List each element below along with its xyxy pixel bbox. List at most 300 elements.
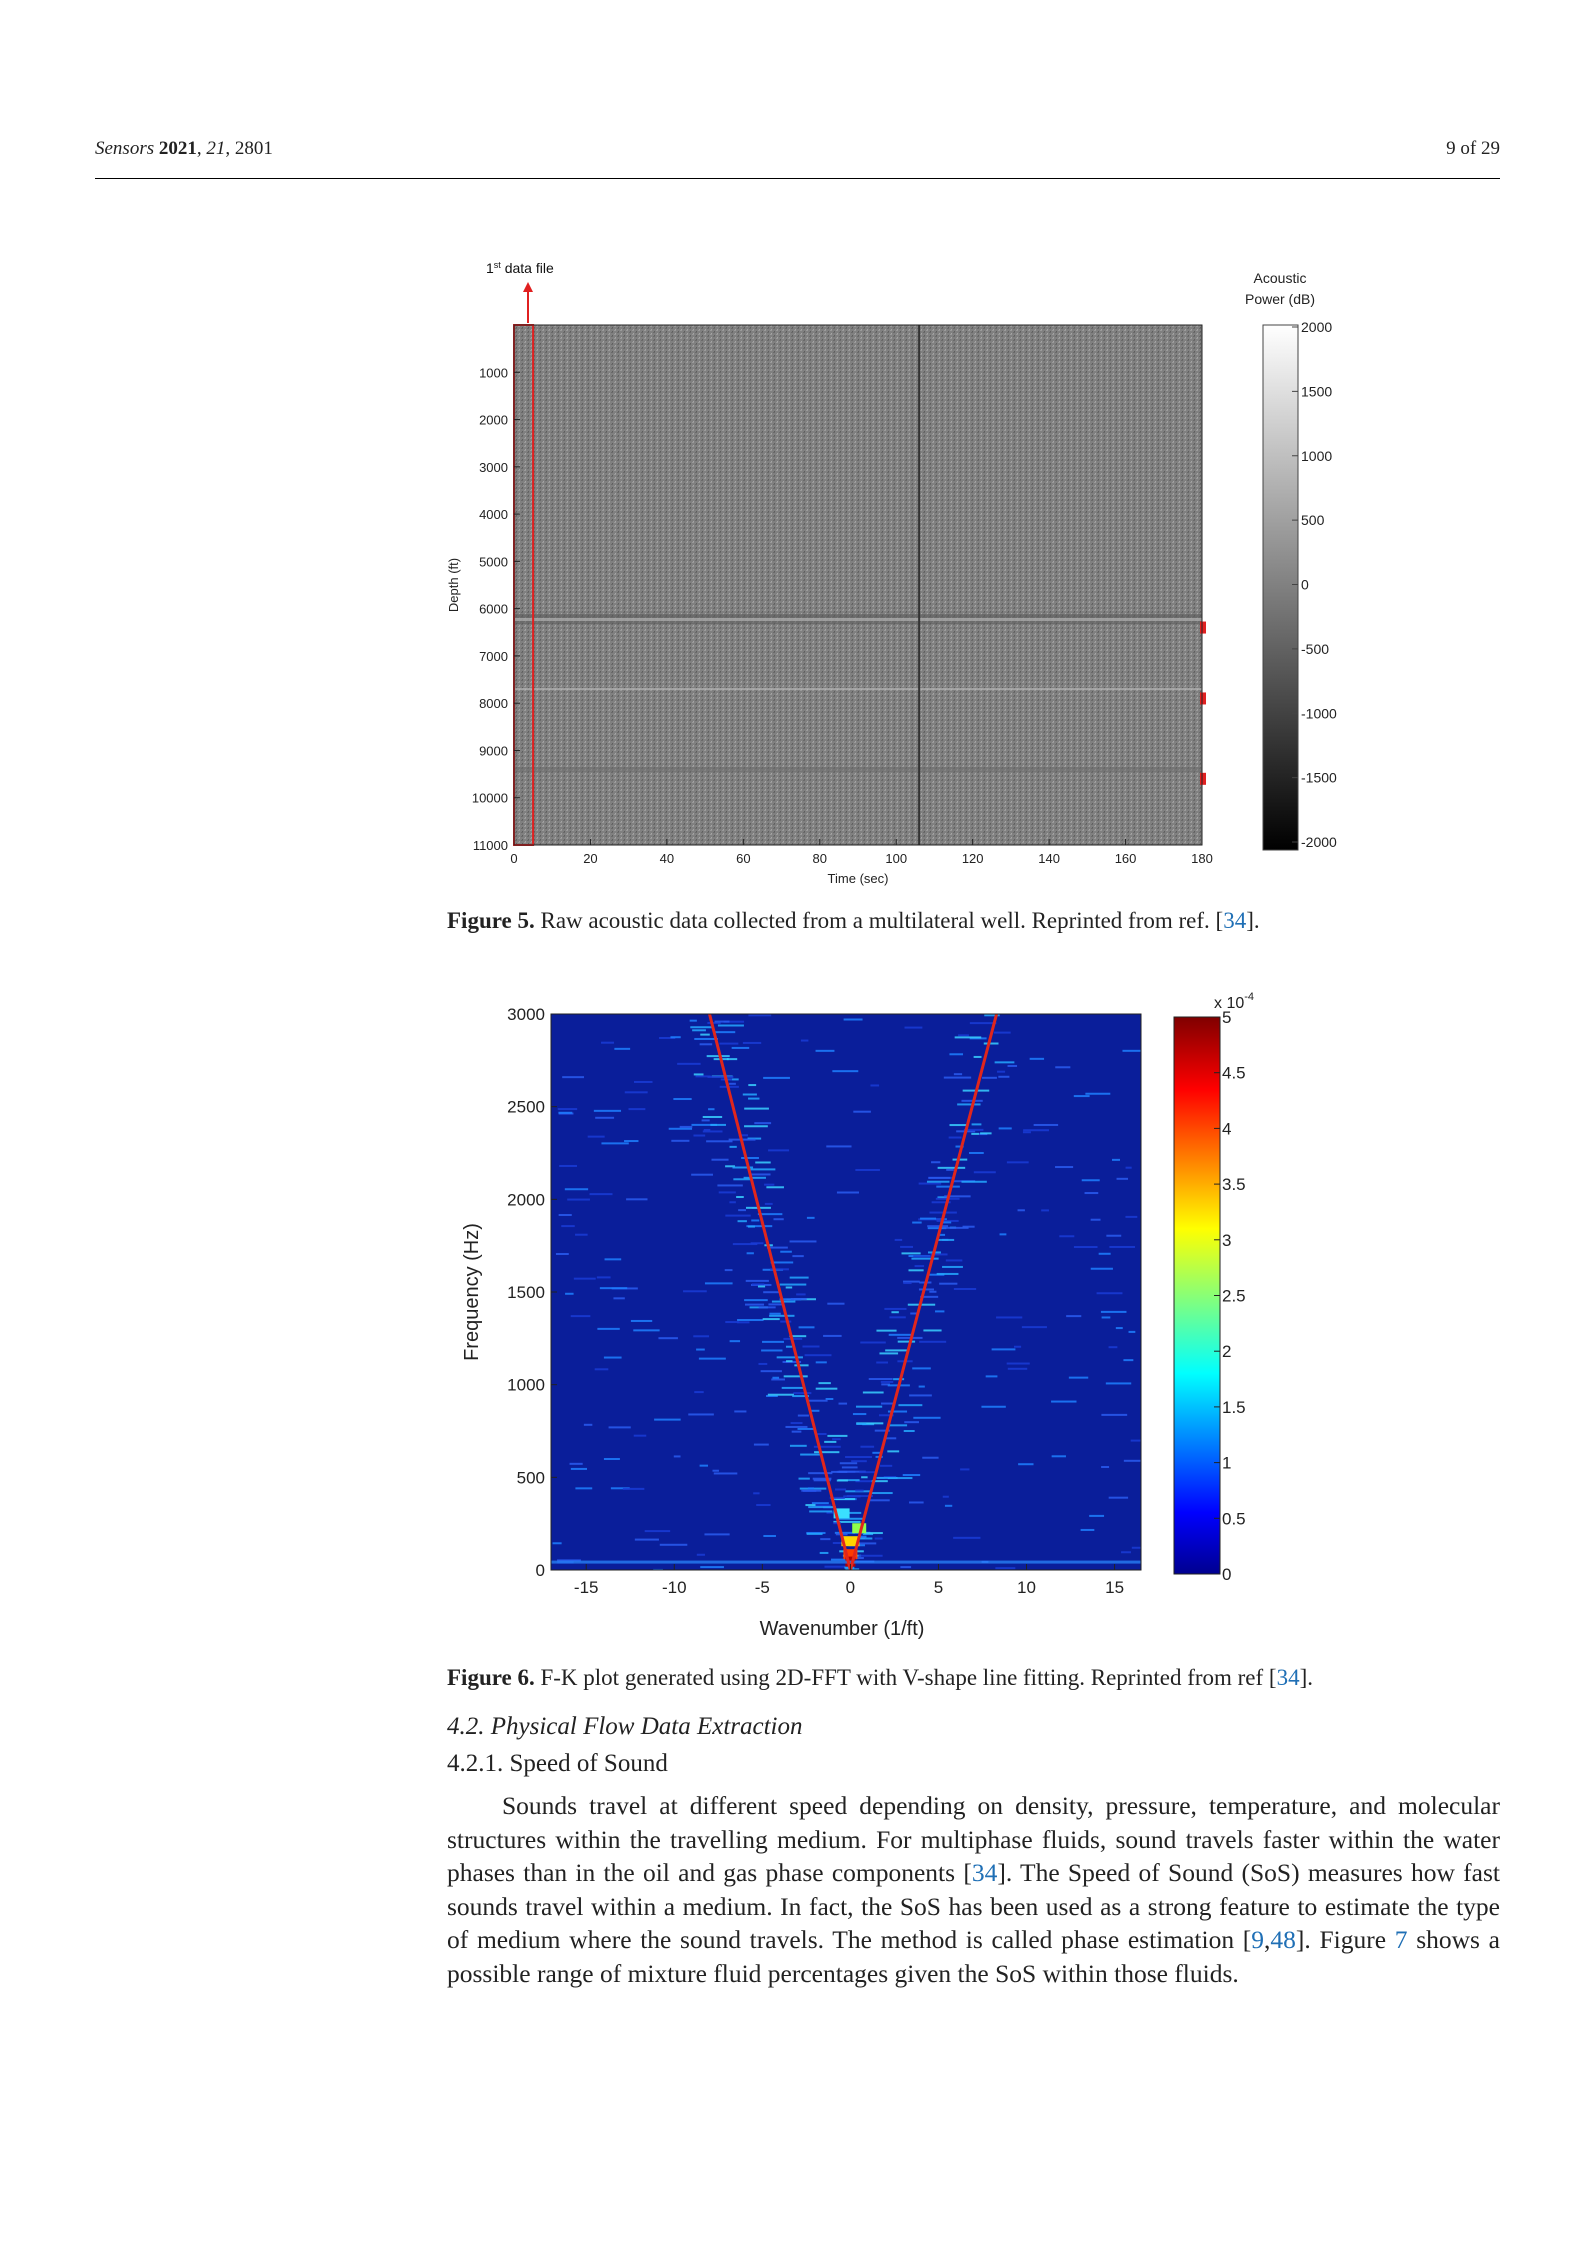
fig6-spectrum-streak <box>1091 1219 1101 1221</box>
fig6-spectrum-streak <box>927 1181 949 1183</box>
fig6-caption-text: F-K plot generated using 2D-FFT with V-shape line fitting. Reprinted from ref [ <box>540 1665 1277 1690</box>
fig6-spectrum-streak <box>958 1034 969 1036</box>
fig6-spectrum-streak <box>595 1368 609 1370</box>
fig6-spectrum-streak <box>842 1466 858 1468</box>
fig5-x-label: Time (sec) <box>827 871 889 886</box>
fig6-spectrum-streak <box>798 1415 809 1417</box>
fig6-spectrum-streak <box>559 1165 577 1167</box>
fig6-spectrum-streak <box>1074 1095 1090 1097</box>
fig6-spectrum-streak <box>594 1110 621 1112</box>
fig6-spectrum-streak <box>567 1199 590 1201</box>
fig6-spectrum-streak <box>702 1119 710 1121</box>
page-number: 9 of 29 <box>1446 138 1500 159</box>
fig6-spectrum-streak <box>832 1070 858 1072</box>
fig6-spectrum-streak <box>688 1413 714 1415</box>
fig6-spectrum-streak <box>913 1255 931 1257</box>
fig6-spectrum-streak <box>575 1234 588 1236</box>
figure-link[interactable]: 7 <box>1394 1925 1408 1955</box>
fig6-spectrum-streak <box>782 1387 804 1389</box>
fig6-spectrum-streak <box>745 1304 764 1306</box>
fig6-spectrum-streak <box>869 1378 893 1380</box>
fig6-spectrum-streak <box>658 1337 677 1339</box>
fig6-spectrum-streak <box>816 1388 838 1390</box>
fig6-spectrum-streak <box>769 1313 780 1315</box>
fig6-spectrum-streak <box>633 1329 659 1331</box>
fig6-spectrum-streak <box>1085 1192 1099 1194</box>
fig6-spectrum-streak <box>743 1042 761 1044</box>
fig6-spectrum-streak <box>744 1125 768 1127</box>
fig6-spectrum-streak <box>762 1341 784 1343</box>
fig6-spectrum-streak <box>790 1277 809 1279</box>
fig6-spectrum-streak <box>1034 1124 1058 1126</box>
fig6-spectrum-streak <box>707 1055 730 1057</box>
fig6-x-tick-label: 5 <box>933 1578 944 1597</box>
fig6-spectrum-streak <box>718 1025 744 1027</box>
fig6-spectrum-streak <box>889 1316 905 1318</box>
fig6-spectrum-streak <box>1106 1235 1121 1237</box>
fig6-spectrum-streak <box>881 1381 893 1383</box>
section-title: 4.2. Physical Flow Data Extraction <box>447 1713 803 1740</box>
fig5-colorbar-tick-label: 500 <box>1301 512 1325 529</box>
fig6-spectrum-streak <box>556 1253 569 1255</box>
fig6-spectrum-streak <box>565 1188 588 1190</box>
fig5-y-tick-label: 8000 <box>479 696 508 712</box>
fig6-caption-ref[interactable]: 34 <box>1276 1665 1300 1690</box>
fig6-spectrum-streak <box>700 1034 710 1036</box>
fig6-spectrum-streak <box>792 1255 803 1257</box>
fig6-spectrum-streak <box>729 1083 736 1085</box>
fig5-x-tick-label: 140 <box>1038 851 1060 866</box>
fig6-spectrum-streak <box>748 1014 771 1016</box>
fig6-spectrum-streak <box>814 1451 839 1453</box>
fig6-spectrum-streak <box>773 1218 783 1220</box>
fig5-colorbar-tick-label: 2000 <box>1301 319 1333 335</box>
fig6-spectrum-streak <box>751 1242 764 1244</box>
fig6-spectrum-streak <box>855 1490 863 1492</box>
fig6-spectrum-streak <box>706 1140 732 1142</box>
fig6-spectrum-streak <box>1082 1179 1100 1181</box>
fig6-spectrum-streak <box>802 1346 819 1348</box>
fig6-spectrum-streak <box>1123 1359 1133 1361</box>
fig6-spectrum-streak <box>943 1496 949 1498</box>
fig6-spectrum-streak <box>992 1348 1016 1350</box>
fig6-spectrum-streak <box>561 1225 574 1227</box>
fig6-spectrum-streak <box>690 1020 697 1022</box>
fig6-spectrum-streak <box>1101 1311 1127 1313</box>
fig6-spectrum-streak <box>837 1192 859 1194</box>
fig6-spectrum-streak <box>1121 1551 1131 1553</box>
fig6-spectrum-streak <box>717 1184 742 1186</box>
body-paragraph: Sounds travel at different speed depending on density, pressure, temperature, and molecular structures within the travelling medium. For multiphase fluids, sound travels faster within the water phases than in the oil and gas phase components [34]. The Speed of Sound (SoS) measures how fast sounds travel within a medium. In fact, the SoS has been used as a strong feature to estimate the type of medium where the sound travels. The method is called phase estimation [9,48]. Figure 7 shows a possible range of mixture fluid percentages given the SoS within those fluids. <box>447 1791 1500 1988</box>
header-rule <box>95 178 1500 179</box>
fig6-spectrum-streak <box>845 1456 872 1458</box>
fig6-spectrum-streak <box>1126 1167 1132 1169</box>
fig6-y-tick-label: 500 <box>516 1468 545 1488</box>
fig5-y-tick-label: 10000 <box>471 790 508 806</box>
fig6-spectrum-streak <box>1055 1066 1070 1068</box>
fig6-y-label: Frequency (Hz) <box>461 1223 483 1361</box>
fig6-spectrum-streak <box>609 1426 631 1428</box>
fig6-spectrum-streak <box>1081 1529 1095 1531</box>
fig6-y-ticks <box>507 1005 557 1580</box>
fig6-spectrum-streak <box>786 1286 792 1288</box>
fig6-spectrum-streak <box>982 1077 997 1079</box>
fig6-spectrum-streak <box>729 1201 735 1203</box>
fig6-spectrum-streak <box>806 1400 827 1402</box>
fig6-spectrum-streak <box>889 1334 912 1336</box>
fig5-depth-marker <box>1200 773 1206 785</box>
fig6-spectrum-streak <box>786 1346 792 1348</box>
fig6-spectrum-streak <box>898 1404 922 1406</box>
fig6-spectrum-streak <box>998 1076 1009 1078</box>
fig6-spectrum-streak <box>680 1126 693 1128</box>
fig6-spectrum-streak <box>826 1398 834 1400</box>
fig6-spectrum-streak <box>860 1341 886 1343</box>
fig6-spectrum-streak <box>807 1217 815 1219</box>
fig6-spectrum-streak <box>801 1040 808 1042</box>
fig6-spectrum-streak <box>761 1370 782 1372</box>
fig6-spectrum-streak <box>950 1124 968 1126</box>
fig5-noise-band <box>514 767 1202 772</box>
fig5-colorbar-ticks <box>1292 319 1337 850</box>
fig6-spectrum-streak <box>715 1031 735 1033</box>
figure-5-caption: Figure 5. Raw acoustic data collected from a multilateral well. Reprinted from ref. [34]. <box>447 908 1260 933</box>
fig5-x-tick-label: 100 <box>885 851 908 866</box>
figure-6-caption: Figure 6. F-K plot generated using 2D-FFT with V-shape line fitting. Reprinted from ref [34]. <box>447 1665 1314 1690</box>
fig6-spectrum-streak <box>1117 1178 1128 1180</box>
fig6-spectrum-streak <box>595 1117 614 1119</box>
fig6-spectrum-streak <box>725 1215 750 1217</box>
fig6-spectrum-streak <box>780 1251 792 1253</box>
fig6-spectrum-streak <box>628 1108 645 1110</box>
fig6-spectrum-streak <box>1102 1316 1111 1318</box>
fig6-spectrum-streak <box>623 1488 644 1490</box>
fig6-spectrum-streak <box>693 1135 705 1137</box>
fig6-spectrum-streak <box>571 1315 591 1317</box>
fig6-spectrum-streak <box>876 1330 896 1332</box>
fig6-spectrum-streak <box>837 1480 848 1482</box>
fig6-spectrum-streak <box>818 1382 830 1384</box>
fig6-spectrum-streak <box>994 1032 1011 1034</box>
fig6-spectrum-streak <box>805 1354 832 1356</box>
fig6-spectrum-streak <box>949 1053 963 1055</box>
fig6-spectrum-streak <box>677 1063 700 1065</box>
fig6-spectrum-streak <box>919 1288 934 1290</box>
fig6-spectrum-streak <box>713 1470 719 1472</box>
fig6-spectrum-streak <box>974 1171 996 1173</box>
fig6-spectrum-streak <box>1069 1377 1088 1379</box>
fig6-spectrum-streak <box>764 1184 774 1186</box>
fig6-spectrum-streak <box>700 1566 724 1568</box>
fig6-spectrum-streak <box>808 1487 814 1489</box>
running-header: Sensors 2021, 21, 2801 <box>95 138 273 159</box>
fig6-spectrum-streak <box>730 1340 740 1342</box>
fig6-spectrum-streak <box>895 1239 902 1241</box>
fig6-spectrum-streak <box>625 1091 648 1093</box>
fig6-spectrum-streak <box>1059 1235 1074 1237</box>
fig5-annotation: 1st data file <box>486 260 554 276</box>
fig5-y-tick-label: 9000 <box>479 743 508 759</box>
fig6-spectrum-streak <box>584 1424 592 1426</box>
fig6-x-tick-label: -15 <box>573 1578 599 1597</box>
fig5-y-label: Depth (ft) <box>446 557 461 613</box>
fig6-spectrum-streak <box>691 1174 713 1176</box>
fig6-spectrum-streak <box>1014 1346 1021 1348</box>
fig6-spectrum-streak <box>859 1555 883 1557</box>
fig6-spectrum-streak <box>800 1454 820 1456</box>
fig6-spectrum-streak <box>758 1285 765 1287</box>
fig6-spectrum-streak <box>903 1282 911 1284</box>
fig6-spectrum-streak <box>711 1159 728 1161</box>
fig6-spectrum-streak <box>863 1391 884 1393</box>
fig6-spectrum-streak <box>727 1058 737 1060</box>
fig6-spectrum-streak <box>748 1084 756 1086</box>
fig6-spectrum-streak <box>1022 1326 1047 1328</box>
fig5-y-tick-label: 11000 <box>472 838 508 853</box>
fig6-spectrum-streak <box>771 1378 785 1380</box>
citation-link[interactable]: 9 <box>1251 1925 1265 1955</box>
fig6-x-tick-label: 15 <box>1105 1578 1125 1597</box>
fig5-colorbar-tick-label: 1000 <box>1301 447 1333 464</box>
fig6-spectrum-streak <box>844 1018 863 1020</box>
fig6-spectrum-streak <box>588 1136 605 1138</box>
fig6-spectrum-streak <box>597 1328 619 1330</box>
fig6-spectrum-streak <box>1125 1216 1137 1218</box>
fig6-spectrum-streak <box>558 1112 572 1114</box>
fig5-x-tick-label: 160 <box>1114 851 1137 866</box>
fig6-spectrum-streak <box>835 1488 846 1490</box>
journal-name: Sensors <box>95 138 155 159</box>
fig5-caption-ref[interactable]: 34 <box>1223 908 1247 933</box>
fig6-spectrum-streak <box>919 1386 925 1388</box>
fig6-spectrum-streak <box>995 1061 1015 1063</box>
fig6-spectrum-streak <box>816 1361 827 1363</box>
fig6-spectrum-streak <box>780 1284 807 1286</box>
fig6-spectrum-streak <box>1066 1315 1081 1317</box>
fig6-spectrum-streak <box>758 1363 767 1365</box>
fig6-spectrum-streak <box>923 1329 941 1331</box>
fig5-noise-band <box>514 688 1202 690</box>
fig6-spectrum-streak <box>768 1394 794 1396</box>
fig6-spectrum-streak <box>597 1276 611 1278</box>
fig6-spectrum-streak <box>565 1293 573 1295</box>
fig6-spectrum-streak <box>922 1457 938 1459</box>
fig6-colorbar-multiplier: x $10^{-4}$ <box>1214 991 1255 1012</box>
fig6-spectrum-streak <box>683 1290 707 1292</box>
fig6-spectrum-streak <box>693 1335 709 1337</box>
fig6-spectrum-streak <box>971 1133 979 1135</box>
fig5-y-tick-label: 4000 <box>479 507 508 523</box>
fig6-spectrum-streak <box>1091 1268 1113 1270</box>
fig5-caption-label: Figure 5. <box>447 908 535 933</box>
journal-volume: 21 <box>206 138 226 159</box>
fig5-colorbar-tick-label: -1500 <box>1301 769 1337 786</box>
fig5-y-tick-label: 7000 <box>479 648 508 664</box>
fig6-spectrum-streak <box>558 1108 577 1110</box>
fig6-spectrum-streak <box>853 1413 866 1415</box>
fig6-spectrum-streak <box>741 1157 759 1159</box>
fig6-spectrum-streak <box>870 1492 893 1494</box>
fig6-spectrum-streak <box>708 1108 714 1110</box>
fig6-spectrum-streak <box>884 1308 906 1310</box>
fig6-spectrum-streak <box>743 1094 757 1096</box>
fig6-spectrum-streak <box>703 1130 723 1132</box>
fig6-spectrum-streak <box>553 1542 562 1544</box>
fig6-spectrum-streak <box>860 1446 874 1448</box>
fig6-spectrum-streak <box>590 1193 613 1195</box>
fig6-spectrum-streak <box>953 1537 980 1539</box>
fig6-spectrum-streak <box>732 1047 750 1049</box>
fig6-spectrum-streak <box>746 1280 769 1282</box>
fig6-spectrum-streak <box>820 1552 829 1554</box>
fig6-spectrum-streak <box>984 1043 999 1045</box>
fig6-spectrum-streak <box>798 1428 814 1430</box>
fig5-x-tick-label: 40 <box>659 851 675 866</box>
fig6-x-tick-label: 10 <box>1017 1578 1036 1597</box>
fig6-spectrum-streak <box>1124 1460 1148 1462</box>
fig6-spectrum-streak <box>955 1036 982 1038</box>
fig6-spectrum-streak <box>604 1458 620 1460</box>
fig6-spectrum-streak <box>744 1108 769 1110</box>
fig6-spectrum-streak <box>851 1460 867 1462</box>
fig6-spectrum-streak <box>805 1504 815 1506</box>
fig6-spectrum-streak <box>1109 1346 1118 1348</box>
fig6-spectrum-streak <box>1007 1161 1029 1163</box>
fig6-spectrum-streak <box>600 1287 627 1289</box>
fig6-spectrum-streak <box>1116 1327 1123 1329</box>
fig5-arrow-head <box>523 282 533 292</box>
fig6-spectrum-streak <box>750 1168 775 1170</box>
fig6-spectrum-streak <box>752 1283 764 1285</box>
fig5-colorbar-title-1: Acoustic <box>1253 270 1307 286</box>
fig5-caption-text: Raw acoustic data collected from a multilateral well. Reprinted from ref. [ <box>540 908 1224 933</box>
fig5-x-tick-label: 20 <box>583 851 598 866</box>
fig6-spectrum-streak <box>808 1506 836 1508</box>
fig6-spectrum-streak <box>970 1022 997 1024</box>
fig6-spectrum-streak <box>939 1283 957 1285</box>
fig6-spectrum-streak <box>855 1169 880 1171</box>
fig6-spectrum-streak <box>763 1318 780 1320</box>
fig5-y-tick-label: 2000 <box>479 412 508 428</box>
fig6-spectrum-streak <box>696 1349 705 1351</box>
fig6-spectrum-streak <box>807 1533 823 1535</box>
fig6-spectrum-streak <box>997 1071 1005 1073</box>
fig6-spectrum-streak <box>827 1303 844 1305</box>
citation-link[interactable]: 34 <box>971 1858 998 1888</box>
fig6-spectrum-streak <box>856 1406 882 1408</box>
fig6-caption-label: Figure 6. <box>447 1665 535 1690</box>
fig6-spectrum-streak <box>748 1098 759 1100</box>
fig6-spectrum-streak <box>986 1375 998 1377</box>
fig6-spectrum-streak <box>571 1468 587 1470</box>
fig6-spectrum-streak <box>995 1567 1015 1569</box>
fig6-spectrum-streak <box>919 1183 942 1185</box>
fig6-spectrum-streak <box>772 1377 779 1379</box>
fig6-spectrum-streak <box>670 1036 680 1038</box>
citation-link[interactable]: 48 <box>1270 1925 1296 1955</box>
fig6-spectrum-streak <box>960 1468 969 1470</box>
fig6-spectrum-streak <box>1106 1382 1131 1384</box>
fig6-spectrum-streak <box>898 1341 915 1343</box>
fig6-spectrum-streak <box>920 1218 936 1220</box>
fig6-spectrum-streak <box>704 1533 729 1535</box>
fig6-spectrum-streak <box>870 1084 879 1086</box>
fig6-spectrum-streak <box>856 1423 866 1425</box>
fig5-colorbar-tick-label: -500 <box>1301 640 1330 657</box>
fig6-spectrum-streak <box>799 1326 815 1328</box>
fig6-x-tick-label: 0 <box>845 1578 856 1597</box>
fig6-spectrum-streak <box>1101 1466 1109 1468</box>
fig6-spectrum-streak <box>747 1252 754 1254</box>
fig6-spectrum-streak <box>751 1219 759 1221</box>
fig6-spectrum-streak <box>725 1269 733 1271</box>
fig6-spectrum-streak <box>798 1478 809 1480</box>
fig6-spectrum-streak <box>634 1435 647 1437</box>
fig6-spectrum-streak <box>700 1465 708 1467</box>
fig6-spectrum-streak <box>957 1103 980 1105</box>
fig6-spectrum-streak <box>750 1173 770 1175</box>
fig6-spectrum-streak <box>879 1352 898 1354</box>
fig6-spectrum-streak <box>768 1149 789 1151</box>
fig6-spectrum-streak <box>938 1167 966 1169</box>
fig5-x-tick-label: 180 <box>1191 851 1213 866</box>
fig6-spectrum-streak <box>794 1364 808 1366</box>
fig5-y-tick-label: 5000 <box>479 554 508 570</box>
fig5-y-ticks <box>472 365 520 853</box>
fig6-spectrum-streak <box>1000 1233 1007 1235</box>
fig6-y-tick-label: 1000 <box>507 1375 545 1395</box>
fig6-spectrum-streak <box>981 1406 1005 1408</box>
fig6-spectrum-streak <box>748 1226 755 1228</box>
fig6-spectrum-streak <box>1051 1401 1076 1403</box>
fig6-spectrum-streak <box>816 1050 835 1052</box>
fig6-plot-area <box>551 1014 1141 1570</box>
fig6-spectrum-streak <box>999 1127 1012 1129</box>
fig6-spectrum-streak <box>626 1198 647 1200</box>
fig6-spectrum-streak <box>1109 1246 1135 1248</box>
fig6-spectrum-streak <box>887 1450 899 1452</box>
fig5-colorbar-tick-label: 0 <box>1301 576 1309 593</box>
fig6-spectrum-streak <box>931 1161 940 1163</box>
fig5-colorbar-title-2: Power (dB) <box>1244 291 1316 307</box>
fig6-spectrum-streak <box>831 1471 847 1473</box>
fig6-spectrum-streak <box>765 1203 773 1205</box>
fig6-spectrum-streak <box>1074 1246 1098 1248</box>
fig6-spectrum-streak <box>605 1258 622 1260</box>
fig6-spectrum-streak <box>908 1269 923 1271</box>
fig6-spectrum-streak <box>1018 1463 1033 1465</box>
fig6-spectrum-streak <box>575 1487 592 1489</box>
fig6-spectrum-streak <box>604 1357 622 1359</box>
fig6-spectrum-streak <box>961 1181 986 1183</box>
fig5-colorbar-tick-label: -1000 <box>1301 705 1337 722</box>
fig6-spectrum-streak <box>945 1505 952 1507</box>
fig6-spectrum-streak <box>754 1122 771 1124</box>
subsection-title: 4.2.1. Speed of Sound <box>447 1750 668 1777</box>
fig6-spectrum-streak <box>763 1291 780 1293</box>
fig6-colorbar-tick-label: 4 <box>1222 1119 1232 1139</box>
fig6-spectrum-streak <box>737 1321 749 1323</box>
fig6-spectrum-streak <box>1008 1065 1018 1067</box>
fig6-spectrum-streak <box>853 1111 871 1113</box>
figure-6-chart <box>440 975 1300 1645</box>
fig6-spectrum-streak <box>559 1214 572 1216</box>
fig6-spectrum-streak <box>614 1048 630 1050</box>
fig6-spectrum-streak <box>943 1227 968 1229</box>
fig6-spectrum-streak <box>654 1419 681 1421</box>
fig6-spectrum-streak <box>660 1544 688 1546</box>
fig6-y-tick-label: 3000 <box>507 1005 545 1024</box>
